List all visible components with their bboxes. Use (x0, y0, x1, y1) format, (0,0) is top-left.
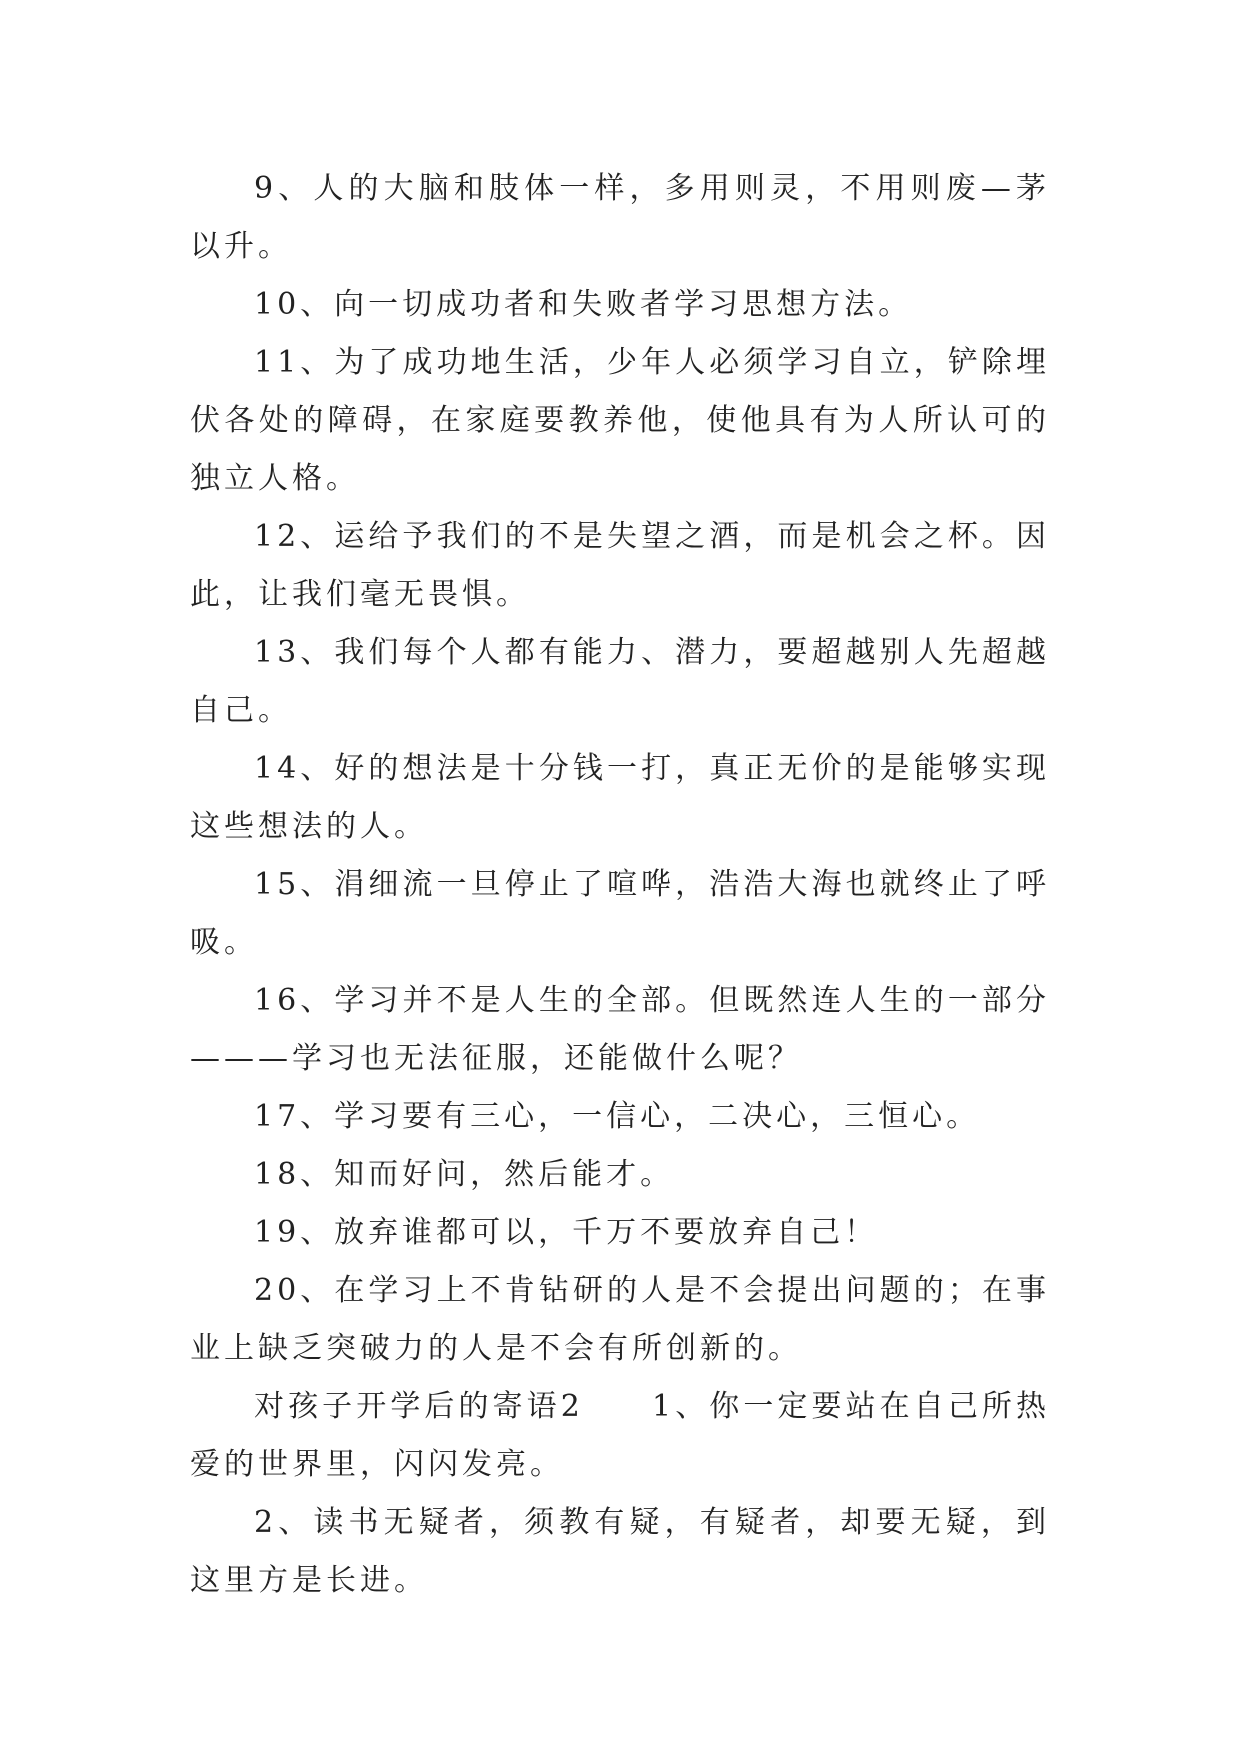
paragraph-quote-16: 16、学习并不是人生的全部。但既然连人生的一部分———学习也无法征服，还能做什么呢？ (190, 983, 1050, 1076)
paragraph-section-2-quote-1: 对孩子开学后的寄语2 1、你一定要站在自己所热爱的世界里，闪闪发亮。 (190, 1389, 1050, 1482)
paragraph-quote-13: 13、我们每个人都有能力、潜力，要超越别人先超越自己。 (190, 635, 1050, 728)
document-body (190, 160, 1050, 1610)
paragraph-quote-20: 20、在学习上不肯钻研的人是不会提出问题的；在事业上缺乏突破力的人是不会有所创新的。 (190, 1273, 1050, 1366)
paragraph-quote-10: 10、向一切成功者和失败者学习思想方法。 (254, 287, 913, 322)
paragraph-quote-18: 18、知而好问，然后能才。 (254, 1157, 675, 1192)
paragraph-quote-12: 12、运给予我们的不是失望之酒，而是机会之杯。因此，让我们毫无畏惧。 (190, 519, 1050, 612)
paragraph-section-2-quote-2: 2、读书无疑者，须教有疑，有疑者，却要无疑，到这里方是长进。 (190, 1505, 1050, 1598)
paragraph-quote-17: 17、学习要有三心，一信心，二决心，三恒心。 (254, 1099, 981, 1134)
paragraph-quote-19: 19、放弃谁都可以，千万不要放弃自己！ (254, 1215, 879, 1250)
paragraph-quote-9: 9、人的大脑和肢体一样，多用则灵，不用则废—茅以升。 (190, 171, 1050, 264)
paragraph-quote-11: 11、为了成功地生活，少年人必须学习自立，铲除埋伏各处的障碍，在家庭要教养他，使他具有为人所认可的独立人格。 (190, 345, 1050, 496)
paragraph-quote-14: 14、好的想法是十分钱一打，真正无价的是能够实现这些想法的人。 (190, 751, 1050, 844)
paragraph-quote-15: 15、涓细流一旦停止了喧哗，浩浩大海也就终止了呼吸。 (190, 867, 1050, 960)
